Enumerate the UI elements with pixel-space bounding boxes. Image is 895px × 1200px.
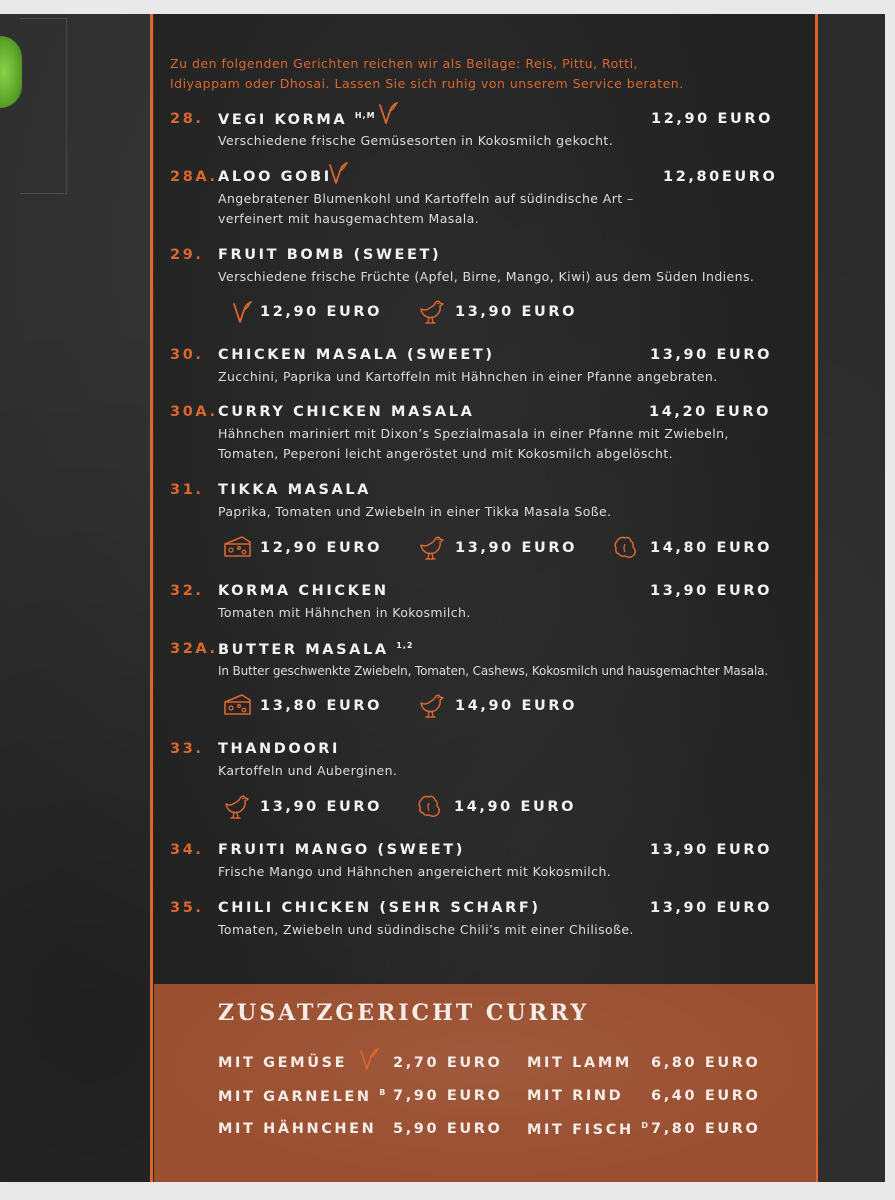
dish-description: Zucchini, Paprika und Kartoffeln mit Hähnchen in einer Pfanne angebraten. [218, 369, 718, 384]
extra-label: MIT GARNELEN $^B$ [218, 1088, 387, 1105]
dish-price: 13,90 EURO [650, 583, 773, 599]
dish-price: 14,20 EURO [649, 404, 772, 420]
option-price: 13,90 EURO [455, 304, 578, 320]
dish-name: KORMA CHICKEN [218, 583, 389, 599]
dish-name: TIKKA MASALA [218, 482, 372, 498]
dish-name: THANDOORI [218, 741, 341, 757]
intro-text [170, 54, 770, 94]
extra-price: 6,40 EURO [651, 1088, 761, 1104]
dish-description: Frische Mango und Hähnchen angereichert mit Kokosmilch. [218, 864, 612, 879]
dish-price: 13,90 EURO [650, 842, 773, 858]
dish-description: Tomaten, Zwiebeln und südindische Chili’s mit einer Chilisoße. [218, 922, 634, 937]
extra-price: 5,90 EURO [393, 1121, 503, 1137]
extra-label: MIT HÄHNCHEN [218, 1121, 377, 1137]
extra-label: MIT FISCH $^D$ [527, 1121, 649, 1138]
vegan-icon [232, 300, 252, 326]
dish-price: 13,90 EURO [650, 900, 773, 916]
option-price: 12,90 EURO [260, 540, 383, 556]
dish-name: VEGI KORMA $^{H,M}$ [218, 111, 376, 128]
dish-number: 30A. [170, 404, 218, 420]
extra-price: 6,80 EURO [651, 1055, 761, 1071]
left-orange-border [150, 14, 153, 1182]
cheese-icon [222, 690, 252, 720]
cheese-icon [222, 532, 252, 562]
lamb-icon [415, 792, 445, 822]
dish-name: CHILI CHICKEN (SEHR SCHARF) [218, 900, 541, 916]
dish-number: 32A. [170, 641, 218, 657]
dish-description: Paprika, Tomaten und Zwiebeln in einer Tikka Masala Soße. [218, 504, 612, 519]
dish-number: 33. [170, 741, 204, 757]
dish-name: ALOO GOBI [218, 169, 332, 185]
dish-price: 13,90 EURO [650, 347, 773, 363]
vegan-icon [328, 161, 348, 187]
dish-number: 30. [170, 347, 204, 363]
dish-description: verfeinert mit hausgemachtem Masala. [218, 211, 480, 226]
chicken-icon [417, 533, 447, 563]
extra-label: MIT RIND [527, 1088, 624, 1104]
option-price: 13,90 EURO [455, 540, 578, 556]
extra-price: 7,80 EURO [651, 1121, 761, 1137]
extra-price: 2,70 EURO [393, 1055, 503, 1071]
chicken-icon [222, 792, 252, 822]
dish-number: 31. [170, 482, 204, 498]
dish-name: FRUITI MANGO (SWEET) [218, 842, 466, 858]
option-price: 13,80 EURO [260, 698, 383, 714]
dish-description: Tomaten mit Hähnchen in Kokosmilch. [218, 605, 471, 620]
dish-number: 32. [170, 583, 204, 599]
dish-description: Tomaten, Peperoni leicht angeröstet und mit Kokosmilch abgelöscht. [218, 446, 674, 461]
dish-description: Verschiedene frische Gemüsesorten in Kokosmilch gekocht. [218, 133, 614, 148]
option-price: 13,90 EURO [260, 799, 383, 815]
dish-number: 28A. [170, 169, 218, 185]
faint-frame-decoration [20, 18, 67, 194]
option-price: 14,80 EURO [650, 540, 773, 556]
extras-title: ZUSATZGERICHT CURRY [218, 1000, 590, 1026]
option-price: 14,90 EURO [455, 698, 578, 714]
basil-leaf-decoration [0, 36, 22, 108]
intro-line: Idiyappam oder Dhosai. Lassen Sie sich ruhig von unserem Service beraten. [170, 76, 684, 91]
dish-name: FRUIT BOMB (SWEET) [218, 247, 442, 263]
vegan-icon [359, 1047, 379, 1073]
option-price: 12,90 EURO [260, 304, 383, 320]
dish-name: CHICKEN MASALA (SWEET) [218, 347, 495, 363]
vegan-icon [378, 101, 398, 127]
intro-line: Zu den folgenden Gerichten reichen wir als Beilage: Reis, Pittu, Rotti, [170, 56, 639, 71]
chicken-icon [417, 691, 447, 721]
dish-number: 29. [170, 247, 204, 263]
lamb-icon [611, 533, 641, 563]
dish-name: CURRY CHICKEN MASALA [218, 404, 475, 420]
chicken-icon [417, 297, 447, 327]
dish-description: Kartoffeln und Auberginen. [218, 763, 398, 778]
extra-price: 7,90 EURO [393, 1088, 503, 1104]
dish-description: Angebratener Blumenkohl und Kartoffeln auf südindische Art – [218, 191, 634, 206]
extra-label: MIT GEMÜSE [218, 1055, 348, 1071]
dish-number: 28. [170, 111, 204, 127]
dish-price: 12,90 EURO [651, 111, 774, 127]
extra-label: MIT LAMM [527, 1055, 632, 1071]
dish-number: 35. [170, 900, 204, 916]
dish-name: BUTTER MASALA $^{1,2}$ [218, 641, 414, 658]
dish-description: Hähnchen mariniert mit Dixon’s Spezialmasala in einer Pfanne mit Zwiebeln, [218, 426, 729, 441]
option-price: 14,90 EURO [454, 799, 577, 815]
dish-price: 12,80EURO [663, 169, 778, 185]
dish-description: Verschiedene frische Früchte (Apfel, Birne, Mango, Kiwi) aus dem Süden Indiens. [218, 269, 755, 284]
dish-description: In Butter geschwenkte Zwiebeln, Tomaten, Cashews, Kokosmilch und hausgemachter Masala. [218, 664, 768, 678]
dish-number: 34. [170, 842, 204, 858]
